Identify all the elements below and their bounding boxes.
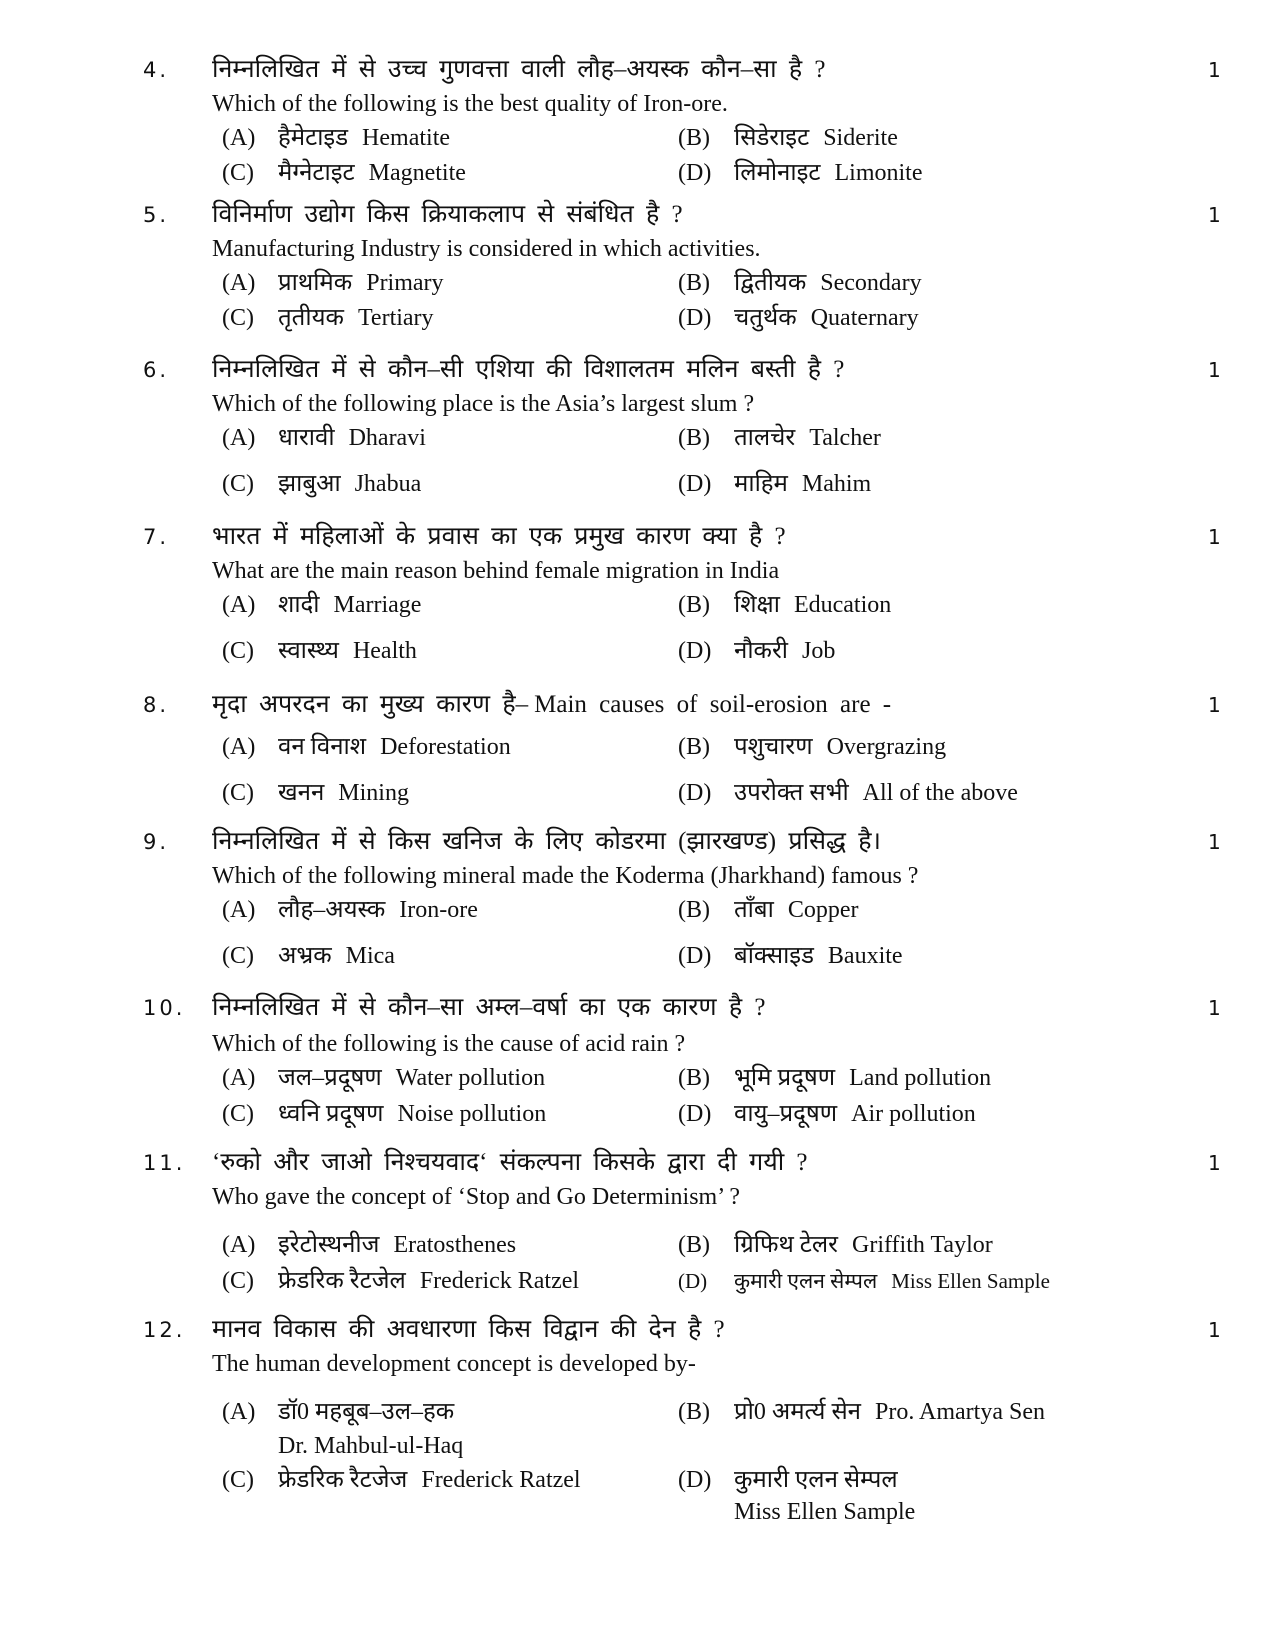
option-c: (C) फ्रेडरिक रैटजेज Frederick Ratzel [222, 1467, 581, 1493]
option-a: (A) वन विनाश Deforestation [222, 734, 511, 760]
option-b: (B) सिडेराइट Siderite [678, 125, 898, 151]
question-marks: 1 [1208, 693, 1221, 717]
question-marks: 1 [1208, 525, 1221, 549]
question-text-english: The human development concept is developed by- [212, 1351, 696, 1377]
option-d: (D) बॉक्साइड Bauxite [678, 943, 903, 969]
option-c: (C) अभ्रक Mica [222, 943, 395, 969]
option-c: (C) खनन Mining [222, 780, 409, 806]
option-b: (B) तालचेर Talcher [678, 425, 881, 451]
option-d: (D) उपरोक्त सभी All of the above [678, 780, 1018, 806]
question-number: 8. [143, 693, 170, 717]
question-text-english: Which of the following is the best quality of Iron-ore. [212, 91, 728, 117]
option-a: (A) जल–प्रदूषण Water pollution [222, 1065, 546, 1091]
option-d: (D) लिमोनाइट Limonite [678, 160, 923, 186]
option-b: (B) द्वितीयक Secondary [678, 270, 922, 296]
option-c: (C) ध्वनि प्रदूषण Noise pollution [222, 1101, 547, 1127]
question-marks: 1 [1208, 996, 1221, 1020]
question-text-english: Which of the following is the cause of acid rain ? [212, 1031, 686, 1057]
option-d: (D) माहिम Mahim [678, 471, 872, 497]
option-c: (C) तृतीयक Tertiary [222, 305, 434, 331]
option-a: (A) धारावी Dharavi [222, 425, 426, 451]
question-text-hindi: मृदा अपरदन का मुख्य कारण है– Main causes of soil-erosion are - [212, 691, 892, 718]
question-text-hindi: निम्नलिखित में से कौन–सा अम्ल–वर्षा का एक कारण है ? [212, 994, 766, 1021]
option-a: (A) इरेटोस्थनीज Eratosthenes [222, 1232, 517, 1258]
option-b: (B) पशुचारण Overgrazing [678, 734, 947, 760]
option-b: (B) ताँबा Copper [678, 897, 859, 923]
question-text-hindi: भारत में महिलाओं के प्रवास का एक प्रमुख कारण क्या है ? [212, 523, 786, 550]
question-number: 4. [143, 58, 170, 82]
question-number: 9. [143, 830, 170, 854]
question-text-hindi: निम्नलिखित में से किस खनिज के लिए कोडरमा (झारखण्ड) प्रसिद्ध है। [212, 828, 881, 855]
option-c: (C) स्वास्थ्य Health [222, 638, 417, 664]
question-text-english: Who gave the concept of ‘Stop and Go Determinism’ ? [212, 1184, 741, 1210]
option-a-english: Dr. Mahbul-ul-Haq [278, 1433, 464, 1459]
question-text-english: Main causes of soil-erosion are - [534, 691, 892, 718]
option-a: (A) शादी Marriage [222, 592, 422, 618]
question-marks: 1 [1208, 830, 1221, 854]
question-marks: 1 [1208, 358, 1221, 382]
option-a: (A) हैमेटाइड Hematite [222, 125, 451, 151]
option-a: (A) लौह–अयस्क Iron-ore [222, 897, 478, 923]
option-a: (A) डॉ0 महबूब–उल–हक [222, 1399, 455, 1425]
question-marks: 1 [1208, 58, 1221, 82]
option-d: (D) नौकरी Job [678, 638, 836, 664]
option-c: (C) फ्रेडरिक रैटजेल Frederick Ratzel [222, 1268, 580, 1294]
question-text-hindi: विनिर्माण उद्योग किस क्रियाकलाप से संबंधित है ? [212, 201, 683, 228]
question-text-english: Manufacturing Industry is considered in which activities. [212, 236, 761, 262]
question-number: 12. [143, 1318, 186, 1342]
question-text-english: Which of the following place is the Asia’s largest slum ? [212, 391, 755, 417]
question-marks: 1 [1208, 1318, 1221, 1342]
question-marks: 1 [1208, 1151, 1221, 1175]
option-d: (D) कुमारी एलन सेम्पल [678, 1467, 898, 1493]
option-b: (B) प्रो0 अमर्त्य सेन Pro. Amartya Sen [678, 1399, 1045, 1425]
option-a: (A) प्राथमिक Primary [222, 270, 444, 296]
question-number: 5. [143, 203, 170, 227]
question-number: 10. [143, 996, 186, 1020]
question-text-hindi: ‘रुको और जाओ निश्चयवाद‘ संकल्पना किसके द्वारा दी गयी ? [212, 1149, 808, 1176]
question-text-english: Which of the following mineral made the Koderma (Jharkhand) famous ? [212, 863, 919, 889]
question-number: 6. [143, 358, 170, 382]
question-text-hindi: मानव विकास की अवधारणा किस विद्वान की देन है ? [212, 1316, 725, 1343]
question-marks: 1 [1208, 203, 1221, 227]
question-number: 11. [143, 1151, 186, 1175]
question-text-hindi: निम्नलिखित में से उच्च गुणवत्ता वाली लौह–अयस्क कौन–सा है ? [212, 56, 826, 83]
question-number: 7. [143, 525, 170, 549]
option-d: (D) चतुर्थक Quaternary [678, 305, 919, 331]
option-c: (C) मैग्नेटाइट Magnetite [222, 160, 466, 186]
question-text-hindi: निम्नलिखित में से कौन–सी एशिया की विशालतम मलिन बस्ती है ? [212, 356, 845, 383]
option-b: (B) भूमि प्रदूषण Land pollution [678, 1065, 992, 1091]
option-b: (B) शिक्षा Education [678, 592, 892, 618]
option-d-english: Miss Ellen Sample [734, 1499, 916, 1525]
option-c: (C) झाबुआ Jhabua [222, 471, 422, 497]
option-d: (D) कुमारी एलन सेम्पल Miss Ellen Sample [678, 1269, 1050, 1293]
option-b: (B) ग्रिफिथ टेलर Griffith Taylor [678, 1232, 993, 1258]
question-text-english: What are the main reason behind female migration in India [212, 558, 780, 584]
option-d: (D) वायु–प्रदूषण Air pollution [678, 1101, 976, 1127]
